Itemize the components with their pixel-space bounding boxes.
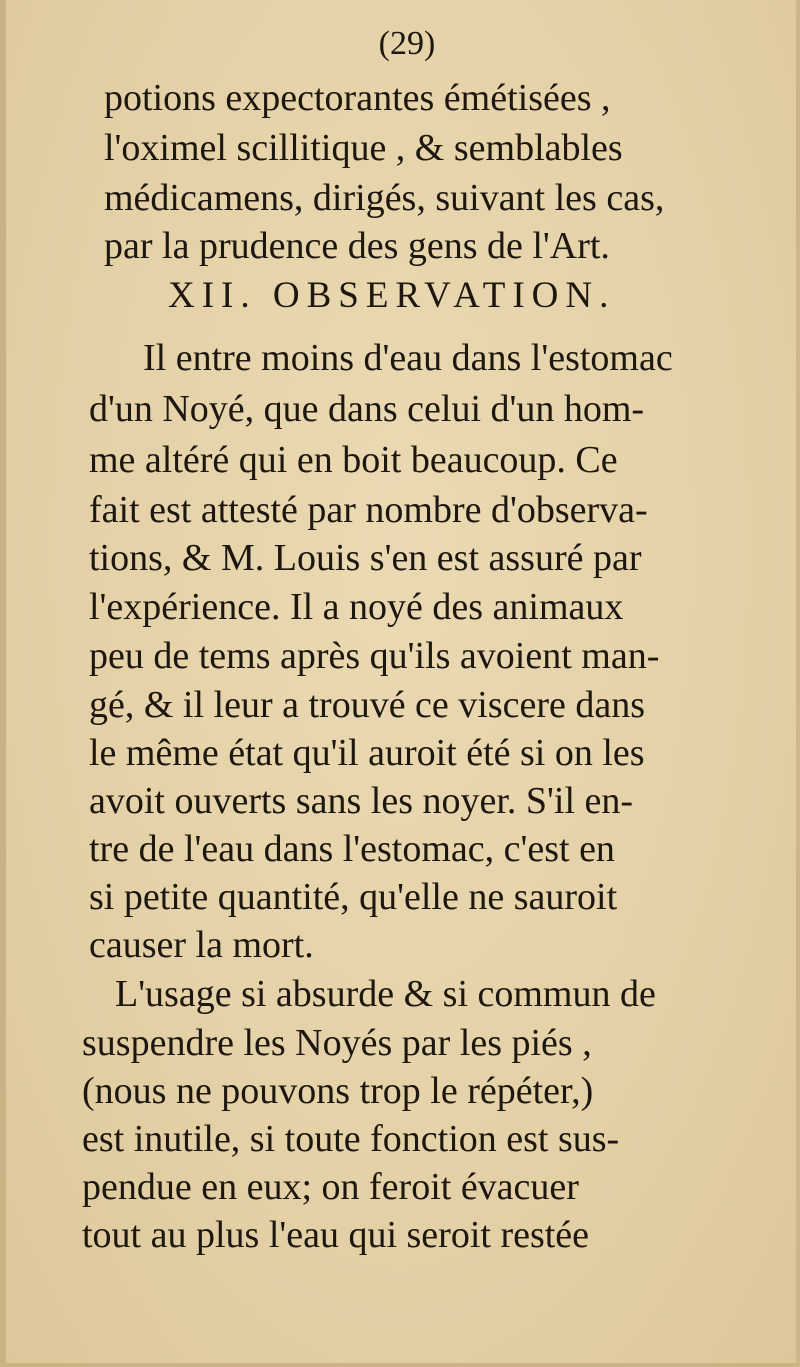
body-line-12: si petite quantité, qu'elle ne sauroit xyxy=(89,876,618,918)
page-right-edge xyxy=(796,0,800,1367)
body-line-13: causer la mort. xyxy=(89,924,314,966)
body-line-1: Il entre moins d'eau dans l'estomac xyxy=(143,337,673,379)
body-line-5: tions, & M. Louis s'en est assuré par xyxy=(89,537,642,579)
page-bottom-edge xyxy=(0,1363,800,1367)
body-line-18: pendue en eux; on feroit évacuer xyxy=(82,1166,579,1208)
body-line-6: l'expérience. Il a noyé des animaux xyxy=(89,586,624,628)
body-line-10: avoit ouverts sans les noyer. S'il en- xyxy=(89,780,634,822)
body-line-8: gé, & il leur a trouvé ce viscere dans xyxy=(89,684,646,726)
text-line-3: médicamens, dirigés, suivant les cas, xyxy=(104,177,665,219)
body-line-2: d'un Noyé, que dans celui d'un hom- xyxy=(89,388,645,430)
body-line-11: tre de l'eau dans l'estomac, c'est en xyxy=(89,828,615,870)
body-line-4: fait est attesté par nombre d'observa- xyxy=(89,489,648,531)
section-heading: XII. OBSERVATION. xyxy=(168,275,616,316)
page-number: (29) xyxy=(378,25,436,62)
body-line-3: me altéré qui en boit beaucoup. Ce xyxy=(89,439,618,481)
body-line-9: le même état qu'il auroit été si on les xyxy=(89,732,645,774)
text-line-2: l'oximel scillitique , & semblables xyxy=(104,127,623,169)
text-line-1: potions expectorantes émétisées , xyxy=(104,77,611,119)
body-line-16: (nous ne pouvons trop le répéter,) xyxy=(82,1070,594,1112)
page-left-edge xyxy=(0,0,6,1367)
body-line-7: peu de tems après qu'ils avoient man- xyxy=(89,635,660,677)
body-line-15: suspendre les Noyés par les piés , xyxy=(82,1022,592,1064)
body-line-17: est inutile, si toute fonction est sus- xyxy=(82,1118,620,1160)
body-line-19: tout au plus l'eau qui seroit restée xyxy=(82,1214,590,1256)
body-line-14: L'usage si absurde & si commun de xyxy=(115,973,656,1015)
text-line-4: par la prudence des gens de l'Art. xyxy=(104,225,610,267)
